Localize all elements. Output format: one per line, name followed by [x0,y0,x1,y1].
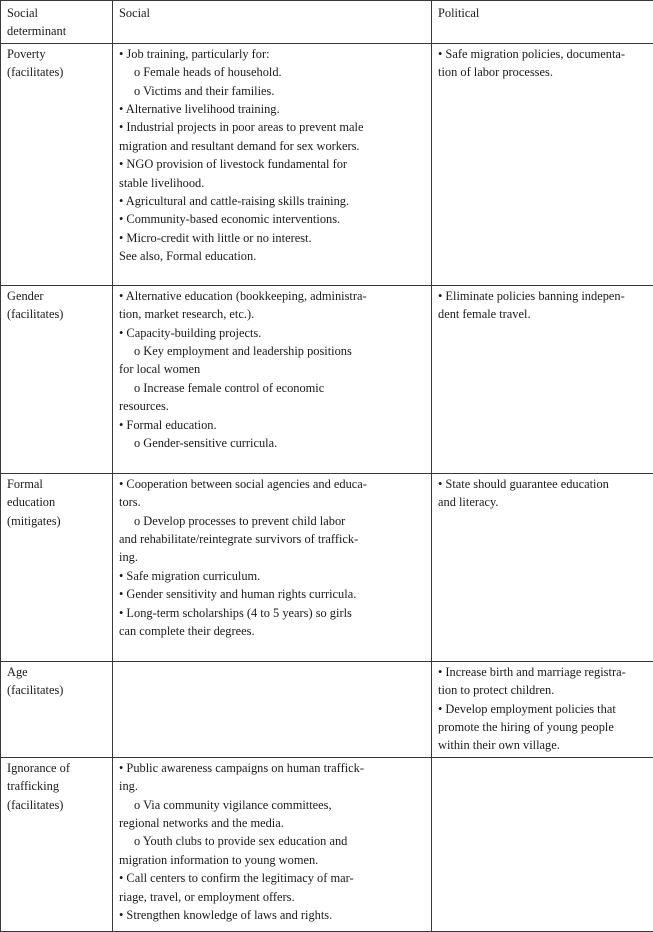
determinant-line: (facilitates) [7,305,107,323]
political-cell [432,285,653,473]
social-line: • Strengthen knowledge of laws and rights. [119,906,426,924]
social-line: • Agricultural and cattle-raising skills training. [119,192,426,210]
social-line: o Increase female control of economic [119,379,426,397]
determinant-line: Formal [7,475,107,493]
header-row [1,1,653,44]
social-line: ing. [119,777,426,795]
social-line: • Long-term scholarships (4 to 5 years) so girls [119,604,426,622]
political-line: • Eliminate policies banning indepen- [438,287,653,305]
social-line: • Alternative education (bookkeeping, administra- [119,287,426,305]
social-line: and rehabilitate/reintegrate survivors of traffick- [119,530,426,548]
header-determinant-line: Social [7,4,107,22]
social-line: • Capacity-building projects. [119,324,426,342]
table-row [1,473,653,661]
social-line: o Youth clubs to provide sex education and [119,832,426,850]
determinant-cell [1,43,113,285]
header-determinant-line: determinant [7,22,107,40]
political-cell [432,757,653,931]
political-line: tion of labor processes. [438,63,653,81]
determinant-line: (mitigates) [7,512,107,530]
determinant-line: education [7,493,107,511]
social-line: stable livelihood. [119,174,426,192]
social-line: • Public awareness campaigns on human traffick- [119,759,426,777]
political-cell [432,473,653,661]
political-line: tion to protect children. [438,681,653,699]
header-determinant [1,1,113,44]
social-cell [113,285,432,473]
determinant-line: trafficking [7,777,107,795]
social-line: • Job training, particularly for: [119,45,426,63]
social-line: • NGO provision of livestock fundamental for [119,155,426,173]
determinant-line: (facilitates) [7,796,107,814]
table-row [1,43,653,285]
political-line: within their own village. [438,736,653,754]
social-line: regional networks and the media. [119,814,426,832]
social-line: resources. [119,397,426,415]
political-line: dent female travel. [438,305,653,323]
determinant-line: Ignorance of [7,759,107,777]
social-line: • Community-based economic interventions. [119,210,426,228]
table-row [1,285,653,473]
political-line: • Increase birth and marriage registra- [438,663,653,681]
table-row [1,661,653,757]
header-social: Social [113,1,432,44]
determinant-cell [1,661,113,757]
political-line: promote the hiring of young people [438,718,653,736]
determinant-line: (facilitates) [7,681,107,699]
determinant-line: Poverty [7,45,107,63]
social-line: • Cooperation between social agencies and educa- [119,475,426,493]
social-line: • Gender sensitivity and human rights curricula. [119,585,426,603]
header-political: Political [432,1,653,44]
social-line: tion, market research, etc.). [119,305,426,323]
social-line: ing. [119,548,426,566]
social-line: o Via community vigilance committees, [119,796,426,814]
social-line: • Industrial projects in poor areas to prevent male [119,118,426,136]
social-line: for local women [119,360,426,378]
social-line: • Safe migration curriculum. [119,567,426,585]
political-line: • State should guarantee education [438,475,653,493]
political-line: and literacy. [438,493,653,511]
social-cell [113,661,432,757]
social-line: migration and resultant demand for sex workers. [119,137,426,155]
determinant-line: (facilitates) [7,63,107,81]
determinant-line: Gender [7,287,107,305]
social-line: tors. [119,493,426,511]
social-line: • Alternative livelihood training. [119,100,426,118]
social-line: • Micro-credit with little or no interest. [119,229,426,247]
social-line: can complete their degrees. [119,622,426,640]
social-line: • Call centers to confirm the legitimacy of mar- [119,869,426,887]
political-cell [432,43,653,285]
social-line: riage, travel, or employment offers. [119,888,426,906]
table-row [1,757,653,931]
social-line: o Develop processes to prevent child labor [119,512,426,530]
social-line: • Formal education. [119,416,426,434]
social-line: o Victims and their families. [119,82,426,100]
determinant-cell [1,285,113,473]
social-line: o Female heads of household. [119,63,426,81]
social-line: migration information to young women. [119,851,426,869]
determinant-line: Age [7,663,107,681]
determinant-cell [1,757,113,931]
political-line: • Safe migration policies, documenta- [438,45,653,63]
social-line: See also, Formal education. [119,247,426,265]
social-cell [113,473,432,661]
determinant-cell [1,473,113,661]
social-line: o Gender-sensitive curricula. [119,434,426,452]
political-cell [432,661,653,757]
table-body [1,43,653,931]
social-line: o Key employment and leadership positions [119,342,426,360]
social-cell [113,43,432,285]
social-cell [113,757,432,931]
political-line: • Develop employment policies that [438,700,653,718]
